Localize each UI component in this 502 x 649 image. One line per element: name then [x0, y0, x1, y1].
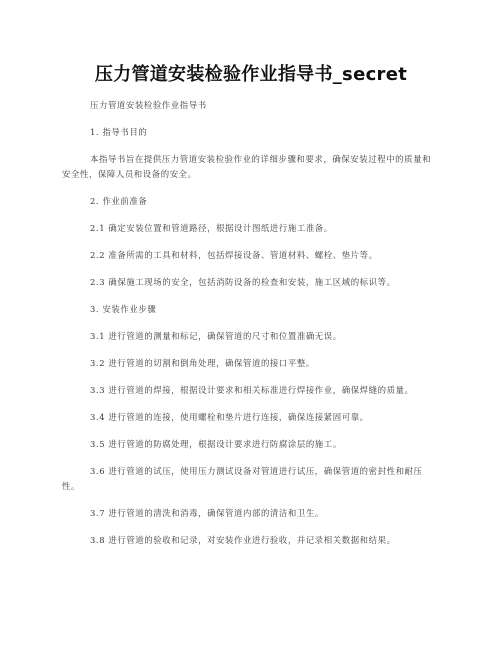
list-item: 3.1 进行管道的测量和标记，确保管道的尺寸和位置准确无误。	[90, 331, 342, 341]
body-paragraph: 本指导书旨在提供压力管道安装检验作业的详细步骤和要求，确保安装过程中的质量和安全性，保障人员和设备的安全。	[62, 154, 432, 179]
list-item: 3.6 进行管道的试压，使用压力测试设备对管道进行试压，确保管道的密封性和耐压性。	[62, 466, 423, 491]
section-heading: 1. 指导书目的	[90, 127, 148, 137]
list-item: 3.4 进行管道的连接，使用螺栓和垫片进行连接，确保连接紧固可靠。	[90, 412, 369, 422]
list-item: 3.5 进行管道的防腐处理，根据设计要求进行防腐涂层的施工。	[90, 439, 342, 449]
document-body	[62, 98, 440, 560]
list-item: 2.1 确定安装位置和管道路径，根据设计图纸进行施工准备。	[90, 223, 333, 233]
list-item: 3.7 进行管道的清洗和消毒，确保管道内部的清洁和卫生。	[90, 508, 324, 518]
subtitle-paragraph: 压力管道安装检验作业指导书	[90, 100, 207, 110]
document-title: 压力管道安装检验作业指导书_secret	[94, 64, 408, 85]
section-heading: 2. 作业前准备	[90, 196, 148, 206]
list-item: 3.3 进行管道的焊接，根据设计要求和相关标准进行焊接作业，确保焊缝的质量。	[90, 385, 414, 395]
list-item: 2.2 准备所需的工具和材料，包括焊接设备、管道材料、螺栓、垫片等。	[90, 250, 378, 260]
list-item: 2.3 确保施工现场的安全，包括消防设备的检查和安装，施工区域的标识等。	[90, 277, 396, 287]
list-item: 3.8 进行管道的验收和记录，对安装作业进行验收，并记录相关数据和结果。	[90, 535, 396, 545]
list-item: 3.2 进行管道的切割和倒角处理，确保管道的接口平整。	[90, 358, 315, 368]
section-heading: 3. 安装作业步骤	[90, 304, 157, 314]
